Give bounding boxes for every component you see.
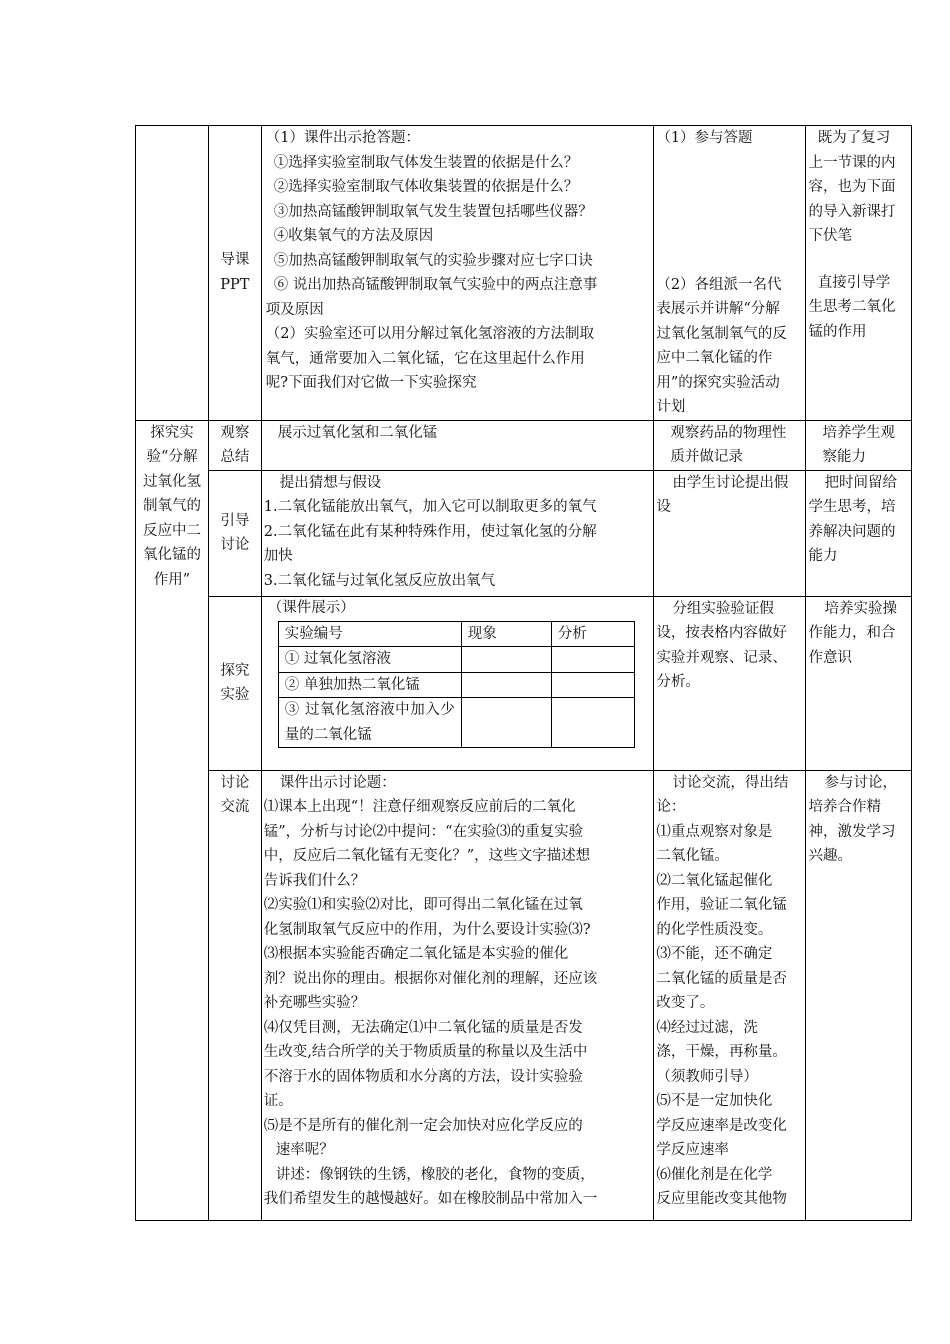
student-activity-discussion: 讨论交流，得出结 论： ⑴重点观察对象是 二氧化锰。 ⑵二氧化锰起催化 作用，验证二氧化锰 的化学性质没变。 ⑶不能，还不确定 二氧化锰的质量是否 改变了。 ⑷经过过滤，洗 涤，干燥，再称量。 （须教师引导） ⑸不是一定加快化 学反应速率是改变化 学反应速率 ⑹催化剂是在化学 反应里能改变其他物	[654, 770, 806, 1220]
experiment-row-2	[278, 672, 634, 698]
analysis-cell	[551, 698, 634, 748]
section-title-cell: 探究实 验“分解 过氧化氢 制氧气的 反应中二 氧化锰的 作用”	[136, 420, 209, 1220]
student-activity-observe: 观察药品的物理性 质并做记录	[654, 420, 806, 470]
lesson-plan-table	[135, 125, 912, 1221]
section-cell-empty	[136, 126, 209, 421]
experiment-name: ③ 过氧化氢溶液中加入少量的二氧化锰	[278, 698, 461, 748]
phenomenon-cell	[461, 647, 551, 673]
row-observe	[136, 420, 912, 470]
experiment-row-1	[278, 647, 634, 673]
row-guide	[136, 470, 912, 596]
teacher-activity-discussion: 课件出示讨论题： ⑴课本上出现“！注意仔细观察反应前后的二氧化 锰”，分析与讨论⑵中提问：“在实验⑶的重复实验 中，反应后二氧化锰有无变化？”，这些文字描述想 告诉我们什么？ ⑵实验⑴和实验⑵对比，即可得出二氧化锰在过氧 化氢制取氧气反应中的作用，为什么要设计实验⑶? ⑶根据本实验能否确定二氧化锰是本实验的催化 剂？说出你的理由。根据你对催化剂的理解，还应该 补充哪些实验？ ⑷仅凭目测，无法确定⑴中二氧化锰的质量是否发 生改变,结合所学的关于物质质量的称量以及生活中 不溶于水的固体物质和水分离的方法，设计实验验 证。 ⑸是不是所有的催化剂一定会加快对应化学反应的 速率呢？ 讲述：像钢铁的生锈，橡胶的老化，食物的变质， 我们希望发生的越慢越好。如在橡胶制品中常加入一	[261, 770, 654, 1220]
phenomenon-cell	[461, 698, 551, 748]
design-intent-guide: 把时间留给 学生思考，培 养解决问题的 能力	[806, 470, 912, 596]
row-discussion	[136, 770, 912, 1220]
teacher-activity-experiment: （课件展示） 实验编号 现象 分析 ① 过氧化氢溶液 ② 单独加热二氧化锰 ③ 过氧化氢溶液中加入少量的二氧化锰	[261, 596, 654, 770]
header-experiment-number: 实验编号	[278, 621, 461, 647]
teacher-activity-observe: 展示过氧化氢和二氧化锰	[261, 420, 654, 470]
step-label-guide: 引导 讨论	[209, 470, 262, 596]
step-label-experiment: 探究 实验	[209, 596, 262, 770]
analysis-cell	[551, 647, 634, 673]
design-intent-discussion: 参与讨论， 培养合作精 神，激发学习 兴趣。	[806, 770, 912, 1220]
design-intent-intro: 既为了复习 上一节课的内 容，也为下面 的导入新课打 下伏笔 直接引导学 生思考二氧化 锰的作用	[806, 126, 912, 421]
experiment-row-3	[278, 698, 634, 748]
teacher-activity-guide: 提出猜想与假设 1.二氧化锰能放出氧气，加入它可以制取更多的氧气 2.二氧化锰在此有某种特殊作用，使过氧化氢的分解 加快 3.二氧化锰与过氧化氢反应放出氧气	[261, 470, 654, 596]
student-activity-intro: （1）参与答题 （2）各组派一名代 表展示并讲解“分解 过氧化氢制氧气的反 应中二氧化锰的作 用”的探究实验活动 计划	[654, 126, 806, 421]
experiment-name: ① 过氧化氢溶液	[278, 647, 461, 673]
experiment-record-table	[278, 621, 635, 749]
step-label-discussion: 讨论 交流	[209, 770, 262, 1220]
student-activity-guide: 由学生讨论提出假 设	[654, 470, 806, 596]
experiment-name: ② 单独加热二氧化锰	[278, 672, 461, 698]
step-label-intro: 导课 PPT	[209, 126, 262, 421]
row-experiment	[136, 596, 912, 770]
experiment-table-header	[278, 621, 634, 647]
step-label-observe: 观察 总结	[209, 420, 262, 470]
row-intro	[136, 126, 912, 421]
teacher-activity-intro: （1）课件出示抢答题： ①选择实验室制取气体发生装置的依据是什么？ ②选择实验室制取气体收集装置的依据是什么？ ③加热高锰酸钾制取氧气发生装置包括哪些仪器？ ④收集氧气的方法及原因 ⑤加热高锰酸钾制取氧气的实验步骤对应七字口诀 ⑥ 说出加热高锰酸钾制取氧气实验中的两点注意事 项及原因 （2）实验室还可以用分解过氧化氢溶液的方法制取 氧气，通常要加入二氧化锰，它在这里起什么作用 呢?下面我们对它做一下实验探究	[261, 126, 654, 421]
design-intent-observe: 培养学生观 察能力	[806, 420, 912, 470]
header-phenomenon: 现象	[461, 621, 551, 647]
design-intent-experiment: 培养实验操 作能力，和合 作意识	[806, 596, 912, 770]
header-analysis: 分析	[551, 621, 634, 647]
phenomenon-cell	[461, 672, 551, 698]
lesson-plan-page	[135, 125, 912, 1221]
analysis-cell	[551, 672, 634, 698]
student-activity-experiment: 分组实验验证假 设，按表格内容做好 实验并观察、记录、 分析。	[654, 596, 806, 770]
